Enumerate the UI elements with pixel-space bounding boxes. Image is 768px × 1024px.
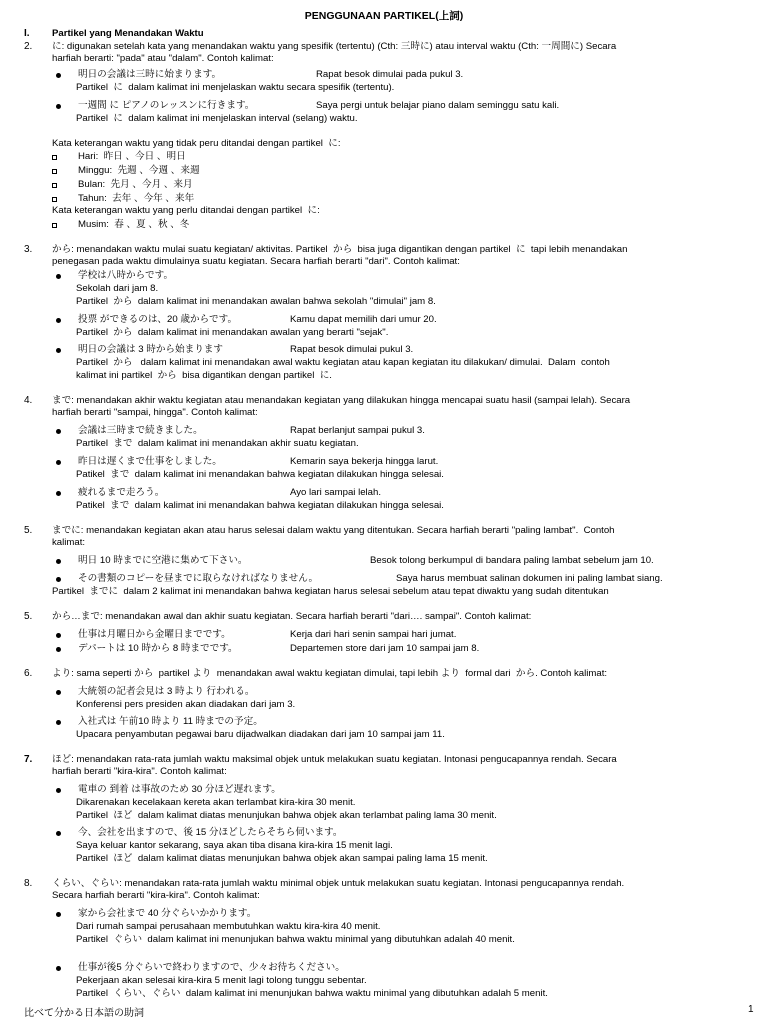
checkbox-bullet-icon bbox=[52, 169, 57, 174]
text-line: harfiah berarti: "pada" atau "dalam". Contoh kalimat: bbox=[52, 53, 274, 64]
text-line: デパートは 10 時から 8 時までです。 bbox=[78, 643, 238, 654]
text-line: Rapat besok dimulai pukul 3. bbox=[290, 344, 414, 355]
checkbox-bullet-icon bbox=[52, 223, 57, 228]
text-line: 大統領の記者会見は 3 時より 行われる。 bbox=[78, 686, 255, 697]
text-line: より: sama seperti から partikel より menandakan awal waktu kegiatan dimulai, tapi lebih より formal dari から. Contoh kalimat: bbox=[52, 668, 608, 679]
text-line: Minggu: 先週 、今週 、来週 bbox=[78, 165, 200, 176]
text-line: 電車の 到着 は事故のため 30 分ほど遅れます。 bbox=[78, 784, 281, 795]
text-line: まで: menandakan akhir waktu kegiatan atau menandakan kegiatan yang dilakukan hingga mencapai suatu hasil (sampai lelah). Secara bbox=[52, 395, 631, 406]
bullet-icon bbox=[56, 73, 61, 78]
text-line: Partikel yang Menandakan Waktu bbox=[52, 28, 204, 39]
text-line: Departemen store dari jam 10 sampai jam 8. bbox=[290, 643, 480, 654]
text-line: 一週間 に ピアノのレッスンに行きます。 bbox=[78, 100, 255, 111]
text-line: harfiah berarti "kira-kira". Contoh kalimat: bbox=[52, 766, 227, 777]
checkbox-bullet-icon bbox=[52, 197, 57, 202]
bullet-icon bbox=[56, 788, 61, 793]
bullet-icon bbox=[56, 633, 61, 638]
text-line: Dikarenakan kecelakaan kereta akan terlambat kira-kira 30 menit. bbox=[76, 797, 356, 808]
text-line: に: digunakan setelah kata yang menandakan waktu yang spesifik (tertentu) (Cth: 三時に) atau interval waktu (Cth: 一周間に) Secara bbox=[52, 41, 617, 52]
checkbox-bullet-icon bbox=[52, 155, 57, 160]
text-line: Saya keluar kantor sekarang, saya akan tiba disana kira-kira 15 menit lagi. bbox=[76, 840, 393, 851]
text-line: Partikel から dalam kalimat ini menandakan awal waktu kegiatan atau kapan kegiatan itu dilakukan/ dimulai. Dalam contoh bbox=[76, 357, 610, 368]
bullet-icon bbox=[56, 559, 61, 564]
section-number: 8. bbox=[24, 878, 33, 889]
bullet-icon bbox=[56, 460, 61, 465]
text-line: Konferensi pers presiden akan diadakan dari jam 3. bbox=[76, 699, 296, 710]
text-line: kalimat: bbox=[52, 537, 86, 548]
text-line: Kata keterangan waktu yang tidak peru ditandai dengan partikel に: bbox=[52, 138, 341, 149]
bullet-icon bbox=[56, 491, 61, 496]
section-number: 3. bbox=[24, 244, 33, 255]
text-line: その書類のコピーを昼までに取らなければなりません。 bbox=[78, 573, 319, 584]
bullet-icon bbox=[56, 348, 61, 353]
text-line: Partikel に dalam kalimat ini menjelaskan interval (selang) waktu. bbox=[76, 113, 358, 124]
text-line: Ayo lari sampai lelah. bbox=[290, 487, 382, 498]
text-line: 今、会社を出ますので、後 15 分ほどしたらそちら伺います。 bbox=[78, 827, 343, 838]
text-line: 会議は三時まで続きました。 bbox=[78, 425, 203, 436]
text-line: Partikel ほど dalam kalimat diatas menunjukan bahwa objek akan sampai paling lama 15 menit. bbox=[76, 853, 488, 864]
text-line: くらい、ぐらい: menandakan rata-rata jumlah waktu minimal objek untuk melakukan suatu kegiatan. Intonasi pengucapannya rendah. bbox=[52, 878, 625, 889]
section-number: 5. bbox=[24, 525, 33, 536]
text-line: Saya harus membuat salinan dokumen ini paling lambat siang. bbox=[396, 573, 663, 584]
text-line: Kemarin saya bekerja hingga larut. bbox=[290, 456, 439, 467]
text-line: から: menandakan waktu mulai suatu kegiatan/ aktivitas. Partikel から bisa juga digantikan dengan partikel に tapi lebih menandakan bbox=[52, 244, 628, 255]
text-line: Partikel ほど dalam kalimat diatas menunjukan bahwa objek akan terlambat paling lama 30 menit. bbox=[76, 810, 497, 821]
bullet-icon bbox=[56, 318, 61, 323]
text-line: 投票 ができるのは、20 歳からです。 bbox=[78, 314, 238, 325]
text-line: 明日の会議は三時に始まります。 bbox=[78, 69, 222, 80]
bullet-icon bbox=[56, 720, 61, 725]
bullet-icon bbox=[56, 647, 61, 652]
text-line: Kamu dapat memilih dari umur 20. bbox=[290, 314, 437, 325]
bullet-icon bbox=[56, 966, 61, 971]
text-line: までに: menandakan kegiatan akan atau harus selesai dalam waktu yang ditentukan. Secara harfiah berarti "paling lambat". Contoh bbox=[52, 525, 615, 536]
text-line: 学校は八時からです。 bbox=[78, 270, 174, 281]
footer-text: 比べて分かる日本語の助詞 bbox=[24, 1008, 144, 1019]
text-line: 仕事が後5 分ぐらいで終わりますので、少々お待ちください。 bbox=[78, 962, 345, 973]
text-line: 家から会社まで 40 分ぐらいかかります。 bbox=[78, 908, 257, 919]
text-line: penegasan pada waktu dimulainya suatu kegiatan. Secara harfiah berarti "dari". Contoh kalimat: bbox=[52, 256, 460, 267]
page-title: PENGGUNAAN PARTIKEL(上詞) bbox=[304, 10, 464, 22]
text-line: Sekolah dari jam 8. bbox=[76, 283, 159, 294]
checkbox-bullet-icon bbox=[52, 183, 57, 188]
text-line: Kata keterangan waktu yang perlu ditandai dengan partikel に: bbox=[52, 205, 320, 216]
text-line: Patikel まで dalam kalimat ini menandakan bahwa kegiatan dilakukan hingga selesai. bbox=[76, 469, 444, 480]
bullet-icon bbox=[56, 912, 61, 917]
text-line: Rapat besok dimulai pada pukul 3. bbox=[316, 69, 464, 80]
text-line: harfiah berarti "sampai, hingga". Contoh kalimat: bbox=[52, 407, 258, 418]
text-line: ほど: menandakan rata-rata jumlah waktu maksimal objek untuk melakukan suatu kegiatan. Intonasi pengucapannya rendah. Secara bbox=[52, 754, 617, 765]
bullet-icon bbox=[56, 690, 61, 695]
bullet-icon bbox=[56, 577, 61, 582]
text-line: Bulan: 先月 、今月 、来月 bbox=[78, 179, 193, 190]
text-line: Partikel から dalam kalimat ini menandakan awalan bahwa sekolah "dimulai" jam 8. bbox=[76, 296, 436, 307]
bullet-icon bbox=[56, 274, 61, 279]
bullet-icon bbox=[56, 831, 61, 836]
bullet-icon bbox=[56, 104, 61, 109]
text-line: Kerja dari hari senin sampai hari jumat. bbox=[290, 629, 457, 640]
text-line: Pekerjaan akan selesai kira-kira 5 menit lagi tolong tunggu sebentar. bbox=[76, 975, 367, 986]
page-number: 1 bbox=[748, 1004, 754, 1015]
text-line: Partikel から dalam kalimat ini menandakan awalan yang berarti "sejak". bbox=[76, 327, 389, 338]
text-line: 疲れるまで走ろう。 bbox=[78, 487, 165, 498]
text-line: Partikel まで dalam kalimat ini menandakan akhir suatu kegiatan. bbox=[76, 438, 359, 449]
text-line: から…まで: menandakan awal dan akhir suatu kegiatan. Secara harfiah berarti "dari…. sampai". Contoh kalimat: bbox=[52, 611, 532, 622]
section-number: 4. bbox=[24, 395, 33, 406]
text-line: Partikel に dalam kalimat ini menjelaskan waktu secara spesifik (tertentu). bbox=[76, 82, 395, 93]
text-line: Partikel ぐらい dalam kalimat ini menunjukan bahwa waktu minimal yang dibutuhkan adalah 40 menit. bbox=[76, 934, 515, 945]
section-number: 2. bbox=[24, 41, 33, 52]
section-number: I. bbox=[24, 28, 30, 39]
text-line: 仕事は月曜日から金曜日までです。 bbox=[78, 629, 231, 640]
text-line: Partikel までに dalam 2 kalimat ini menandakan bahwa kegiatan harus selesai sebelum atau tepat diwaktu yang sudah ditentukan bbox=[52, 586, 609, 597]
text-line: Besok tolong berkumpul di bandara paling lambat sebelum jam 10. bbox=[370, 555, 654, 566]
text-line: Patikel まで dalam kalimat ini menandakan bahwa kegiatan dilakukan hingga selesai. bbox=[76, 500, 444, 511]
text-line: Hari: 昨日 、今日 、明日 bbox=[78, 151, 186, 162]
text-line: Dari rumah sampai perusahaan membutuhkan waktu kira-kira 40 menit. bbox=[76, 921, 381, 932]
text-line: Musim: 春 、夏 、秋 、冬 bbox=[78, 219, 190, 230]
text-line: 昨日は遅くまで仕事をしました。 bbox=[78, 456, 222, 467]
text-line: Rapat berlanjut sampai pukul 3. bbox=[290, 425, 425, 436]
text-line: kalimat ini partikel から bisa digantikan dengan partikel に. bbox=[76, 370, 332, 381]
text-line: Partikel くらい、ぐらい dalam kalimat ini menunjukan bahwa waktu minimal yang dibutuhkan adalah 5 menit. bbox=[76, 988, 548, 999]
text-line: Saya pergi untuk belajar piano dalam seminggu satu kali. bbox=[316, 100, 560, 111]
section-number: 7. bbox=[24, 754, 33, 765]
text-line: 明日 10 時までに空港に集めて下さい。 bbox=[78, 555, 248, 566]
text-line: Tahun: 去年 、今年 、来年 bbox=[78, 193, 195, 204]
section-number: 6. bbox=[24, 668, 33, 679]
text-line: 入社式は 午前10 時より 11 時までの予定。 bbox=[78, 716, 263, 727]
section-number: 5. bbox=[24, 611, 33, 622]
text-line: Upacara penyambutan pegawai baru dijadwalkan diadakan dari jam 10 sampai jam 11. bbox=[76, 729, 445, 740]
text-line: 明日の会議は 3 時から始まります bbox=[78, 344, 223, 355]
text-line: Secara harfiah berarti "kira-kira". Contoh kalimat: bbox=[52, 890, 260, 901]
bullet-icon bbox=[56, 429, 61, 434]
